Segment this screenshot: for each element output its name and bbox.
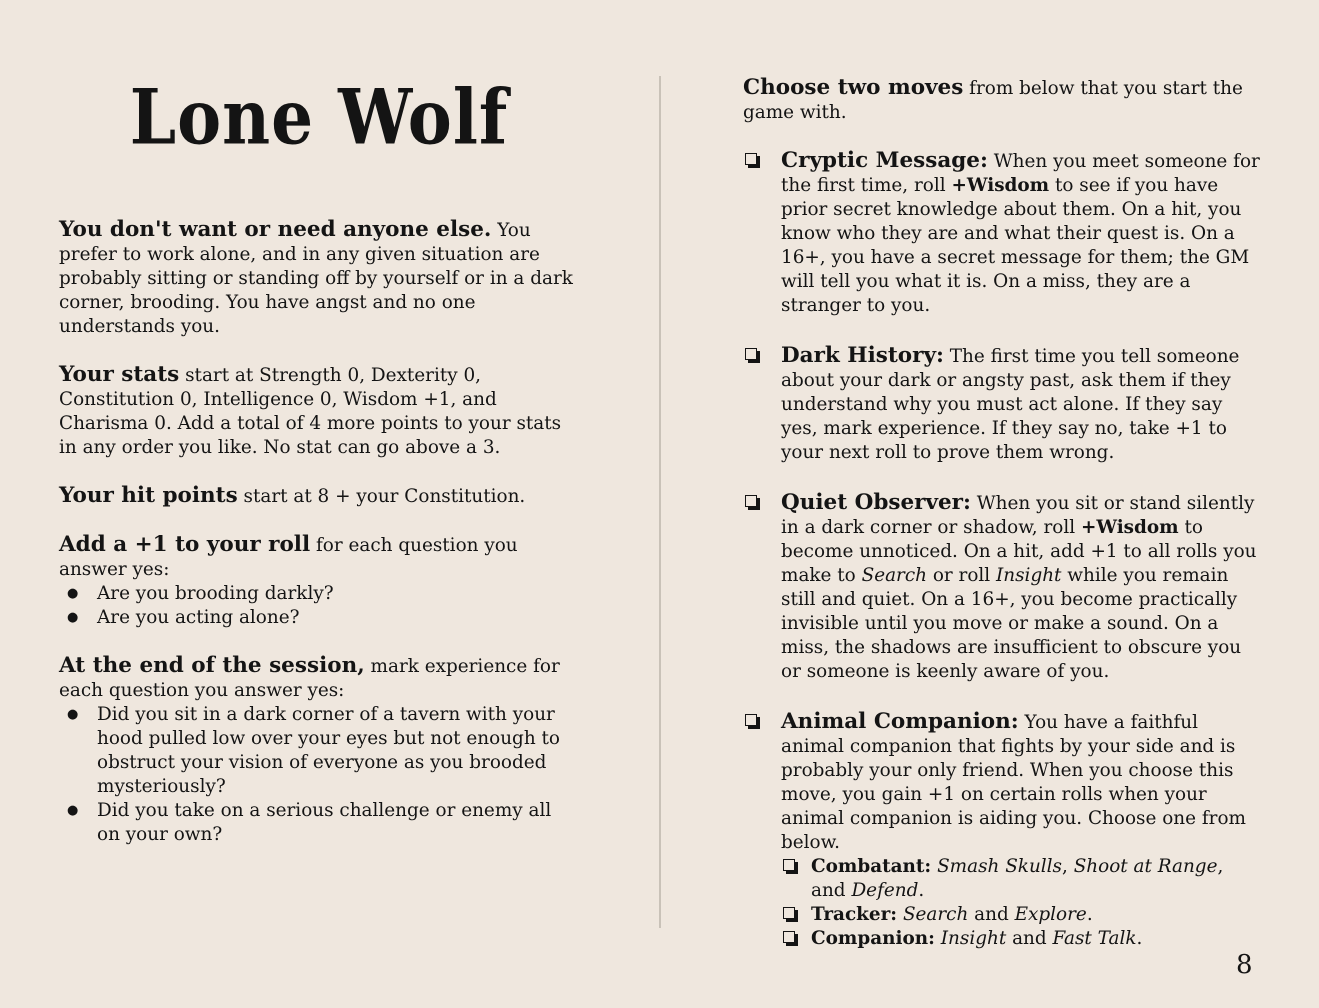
checkbox-icon[interactable] xyxy=(745,714,761,730)
companion-option-companion xyxy=(781,927,1263,951)
move-cryptic-message xyxy=(743,149,1263,318)
move-description xyxy=(781,491,1263,684)
move-text: The first time you tell someone about your dark or angsty past, ask them if they understand why you must act alone. If they say yes, mark experience. If they say no, take +1 to your next roll to prove them wrong. xyxy=(781,346,1240,463)
session-end-lead: At the end of the session, xyxy=(59,653,365,678)
move-description xyxy=(781,710,1263,855)
right-column xyxy=(743,76,1263,977)
option-term: Explore xyxy=(1014,904,1087,925)
moves-intro-lead: Choose two moves xyxy=(743,75,964,100)
intro-lead: You don't want or need anyone else. xyxy=(59,217,492,242)
stats-paragraph xyxy=(59,363,579,460)
move-dark-history xyxy=(743,344,1263,465)
option-text: . xyxy=(1086,904,1093,925)
option-text: , xyxy=(1062,856,1074,877)
option-term: Fast Talk xyxy=(1052,928,1137,949)
list-item: ● Did you take on a serious challenge or enemy all on your own? xyxy=(59,799,579,847)
move-text: to become unnoticed. On a hit, add +1 to all rolls you make to xyxy=(781,517,1257,586)
option-text: and xyxy=(968,904,1015,925)
move-description xyxy=(781,149,1263,318)
move-stat: +Wisdom xyxy=(1080,517,1179,538)
move-term: Search xyxy=(861,565,927,586)
checkbox-icon[interactable] xyxy=(783,931,799,947)
option-text: . xyxy=(918,880,925,901)
intro-paragraph xyxy=(59,218,579,339)
option-term: Insight xyxy=(940,928,1007,949)
roll-lead: Add a +1 to your roll xyxy=(59,532,311,557)
move-name: Animal Companion: xyxy=(781,709,1019,734)
option-term: Shoot at Range xyxy=(1073,856,1218,877)
option-term: Search xyxy=(902,904,969,925)
checkbox-icon[interactable] xyxy=(783,859,799,875)
option-text: , and xyxy=(811,856,1224,901)
companion-option-list xyxy=(781,855,1263,951)
companion-option-combatant xyxy=(781,855,1263,903)
moves-intro-text: from below that you start the game with. xyxy=(743,78,1243,123)
move-term: Insight xyxy=(996,565,1062,586)
move-text: You have a faithful animal companion that fights by your side and is probably your only friend. When you choose this move, you gain +1 on certain rolls when your animal companion is aiding you. Choose one from below. xyxy=(781,712,1246,853)
move-stat: +Wisdom xyxy=(951,175,1050,196)
hit-points-text: start at 8 + your Constitution. xyxy=(237,486,526,507)
session-end-text: mark experience for each question you answer yes: xyxy=(59,656,560,701)
option-name: Companion: xyxy=(811,928,935,949)
hit-points-lead: Your hit points xyxy=(59,483,238,508)
move-description xyxy=(781,344,1263,465)
page-title: Lone Wolf xyxy=(129,72,509,162)
option-name: Tracker: xyxy=(811,904,898,925)
move-text: or roll xyxy=(926,565,997,586)
hit-points-paragraph xyxy=(59,484,579,509)
move-text: When you sit or stand silently in a dark corner or shadow, roll xyxy=(781,493,1255,538)
move-text: while you remain still and quiet. On a 16+, you become practically invisible until you move or make a sound. On a miss, the shadows are insufficient to obscure you or someone is keenly aware of you. xyxy=(781,565,1242,682)
checkbox-icon[interactable] xyxy=(783,907,799,923)
page-number: 8 xyxy=(1236,950,1253,980)
checkbox-icon[interactable] xyxy=(745,495,761,511)
roll-question-list xyxy=(59,582,579,630)
move-text: When you meet someone for the first time, roll xyxy=(781,151,1260,196)
option-text: and xyxy=(1006,928,1053,949)
move-quiet-observer xyxy=(743,491,1263,684)
option-term: Smash Skulls xyxy=(937,856,1062,877)
stats-text: start at Strength 0, Dexterity 0, Constitution 0, Intelligence 0, Wisdom +1, and Charisma 0. Add a total of 4 more points to your stats in any order you like. No stat can go above a 3. xyxy=(59,365,562,458)
moves-intro-paragraph xyxy=(743,76,1263,125)
checkbox-icon[interactable] xyxy=(745,348,761,364)
companion-option-tracker xyxy=(781,903,1263,927)
left-column xyxy=(59,218,579,871)
move-name: Dark History: xyxy=(781,343,944,368)
session-question-list xyxy=(59,703,579,847)
move-name: Cryptic Message: xyxy=(781,148,988,173)
checkbox-icon[interactable] xyxy=(745,153,761,169)
session-end-paragraph xyxy=(59,654,579,703)
list-item: ● Are you acting alone? xyxy=(59,606,579,630)
move-animal-companion xyxy=(743,710,1263,951)
roll-text: for each question you answer yes: xyxy=(59,535,518,580)
move-name: Quiet Observer: xyxy=(781,490,971,515)
option-term: Defend xyxy=(851,880,919,901)
stats-lead: Your stats xyxy=(59,362,180,387)
roll-paragraph xyxy=(59,533,579,582)
intro-text: You prefer to work alone, and in any given situation are probably sitting or standing off by yourself or in a dark corner, brooding. You have angst and no one understands you. xyxy=(59,220,573,337)
list-item: ● Did you sit in a dark corner of a tavern with your hood pulled low over your eyes but not enough to obstruct your vision of everyone as you brooded mysteriously? xyxy=(59,703,579,799)
option-text: . xyxy=(1136,928,1143,949)
move-text: to see if you have prior secret knowledge about them. On a hit, you know who they are and what their quest is. On a 16+, you have a secret message for them; the GM will tell you what it is. On a miss, they are a stranger to you. xyxy=(781,175,1250,316)
option-name: Combatant: xyxy=(811,856,932,877)
column-divider xyxy=(659,76,661,928)
list-item: ● Are you brooding darkly? xyxy=(59,582,579,606)
